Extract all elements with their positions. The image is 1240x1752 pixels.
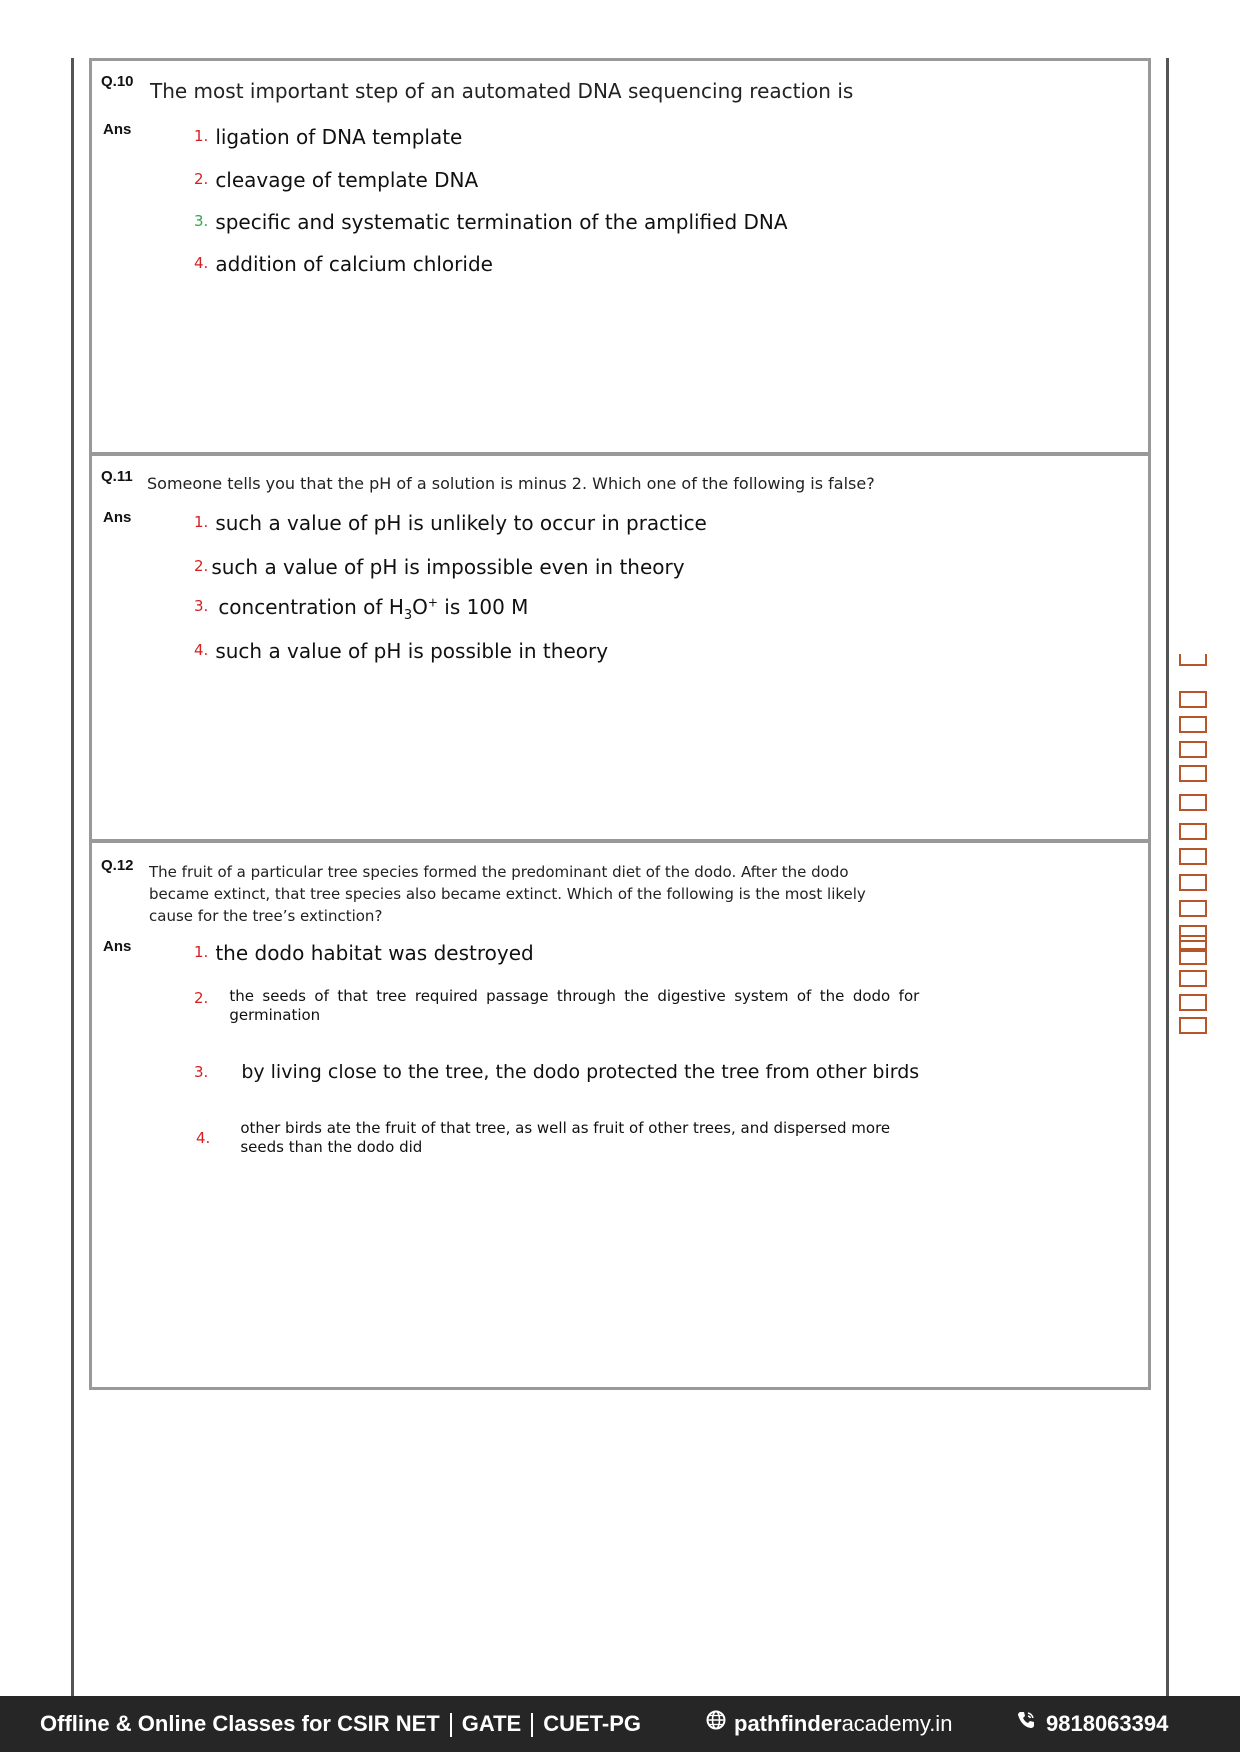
phone-number: 9818063394 — [1046, 1711, 1169, 1736]
side-box — [1179, 794, 1207, 811]
option-number: 3. — [194, 1063, 209, 1081]
option-number: 3. — [194, 212, 209, 230]
side-bracket — [1179, 654, 1207, 666]
left-margin-line — [71, 58, 74, 1696]
option-4[interactable] — [196, 1119, 920, 1157]
option-2[interactable] — [194, 555, 685, 579]
option-number: 2. — [194, 557, 209, 575]
option-text: addition of calcium chloride — [215, 252, 493, 276]
footer-gate: GATE — [461, 1711, 522, 1736]
footer-website[interactable] — [706, 1711, 952, 1737]
option-number: 2. — [194, 989, 209, 1007]
question-number: Q.10 — [101, 73, 134, 90]
option-text — [218, 595, 528, 624]
option-text: the dodo habitat was destroyed — [215, 941, 534, 965]
option-text: such a value of pH is impossible even in theory — [211, 555, 685, 579]
side-box — [1179, 994, 1207, 1011]
option-number: 3. — [194, 597, 209, 615]
side-box — [1179, 874, 1207, 891]
option-1[interactable] — [194, 941, 534, 965]
answer-label: Ans — [103, 509, 132, 526]
option-number: 4. — [194, 641, 209, 659]
subscript: 3 — [403, 608, 413, 623]
answer-label: Ans — [103, 938, 132, 955]
option-text: ligation of DNA template — [215, 125, 463, 149]
footer-separator — [450, 1713, 452, 1737]
option-number: 1. — [194, 513, 209, 531]
side-box — [1179, 691, 1207, 708]
option-text: other birds ate the fruit of that tree, as well as fruit of other trees, and dispersed more seeds than the dodo did — [240, 1119, 891, 1156]
question-box-q11 — [89, 452, 1151, 843]
option-1[interactable] — [194, 125, 462, 149]
option-number: 1. — [194, 943, 209, 961]
option-text-part: O — [412, 595, 428, 619]
option-1[interactable] — [194, 511, 707, 535]
option-text: such a value of pH is unlikely to occur in practice — [215, 511, 707, 535]
superscript: + — [427, 595, 438, 610]
footer-phone[interactable] — [1016, 1711, 1168, 1737]
side-box — [1179, 970, 1207, 987]
option-number: 2. — [194, 170, 209, 188]
option-3[interactable] — [194, 595, 528, 624]
option-2[interactable] — [194, 987, 919, 1025]
question-text: The most important step of an automated DNA sequencing reaction is — [150, 79, 854, 103]
side-box — [1179, 900, 1207, 917]
footer-separator — [531, 1713, 533, 1737]
footer-bar — [0, 1696, 1240, 1752]
option-text: the seeds of that tree required passage through the digestive system of the dodo for germination — [229, 987, 920, 1024]
option-text: specific and systematic termination of the amplified DNA — [215, 210, 788, 234]
site-bold: pathfinder — [734, 1711, 842, 1736]
question-number: Q.12 — [101, 857, 134, 874]
side-box — [1179, 741, 1207, 758]
phone-icon — [1016, 1710, 1036, 1736]
option-4[interactable] — [194, 639, 608, 663]
globe-icon — [706, 1710, 726, 1736]
side-box — [1179, 765, 1207, 782]
option-number: 4. — [194, 254, 209, 272]
footer-courses — [40, 1711, 641, 1737]
option-4[interactable] — [194, 252, 493, 276]
option-2[interactable] — [194, 168, 478, 192]
option-text-part: concentration of H — [218, 595, 404, 619]
option-number: 1. — [194, 127, 209, 145]
question-text — [149, 861, 866, 927]
right-margin-line — [1166, 58, 1169, 1696]
option-3-correct[interactable] — [194, 210, 788, 234]
side-box — [1179, 848, 1207, 865]
footer-classes: Offline & Online Classes for CSIR NET — [40, 1711, 440, 1736]
side-box — [1179, 823, 1207, 840]
option-3[interactable] — [194, 1061, 919, 1084]
question-box-q10 — [89, 58, 1151, 455]
question-text-line: The fruit of a particular tree species formed the predominant diet of the dodo. After the dodo — [149, 863, 849, 881]
side-box — [1179, 716, 1207, 733]
option-number: 4. — [196, 1129, 211, 1147]
footer-cuet: CUET-PG — [543, 1711, 642, 1736]
option-text: such a value of pH is possible in theory — [215, 639, 609, 663]
question-text-line: became extinct, that tree species also became extinct. Which of the following is the most likely — [149, 885, 866, 903]
side-box — [1179, 948, 1207, 965]
question-number: Q.11 — [101, 468, 133, 485]
option-text: by living close to the tree, the dodo protected the tree from other birds — [241, 1061, 920, 1083]
question-text: Someone tells you that the pH of a solution is minus 2. Which one of the following is false? — [147, 474, 875, 493]
answer-label: Ans — [103, 121, 132, 138]
site-rest: academy.in — [841, 1711, 953, 1736]
question-box-q12 — [89, 839, 1151, 1390]
option-text-part: is 100 M — [437, 595, 529, 619]
question-text-line: cause for the tree’s extinction? — [149, 907, 383, 925]
side-box — [1179, 1017, 1207, 1034]
option-text: cleavage of template DNA — [215, 168, 479, 192]
